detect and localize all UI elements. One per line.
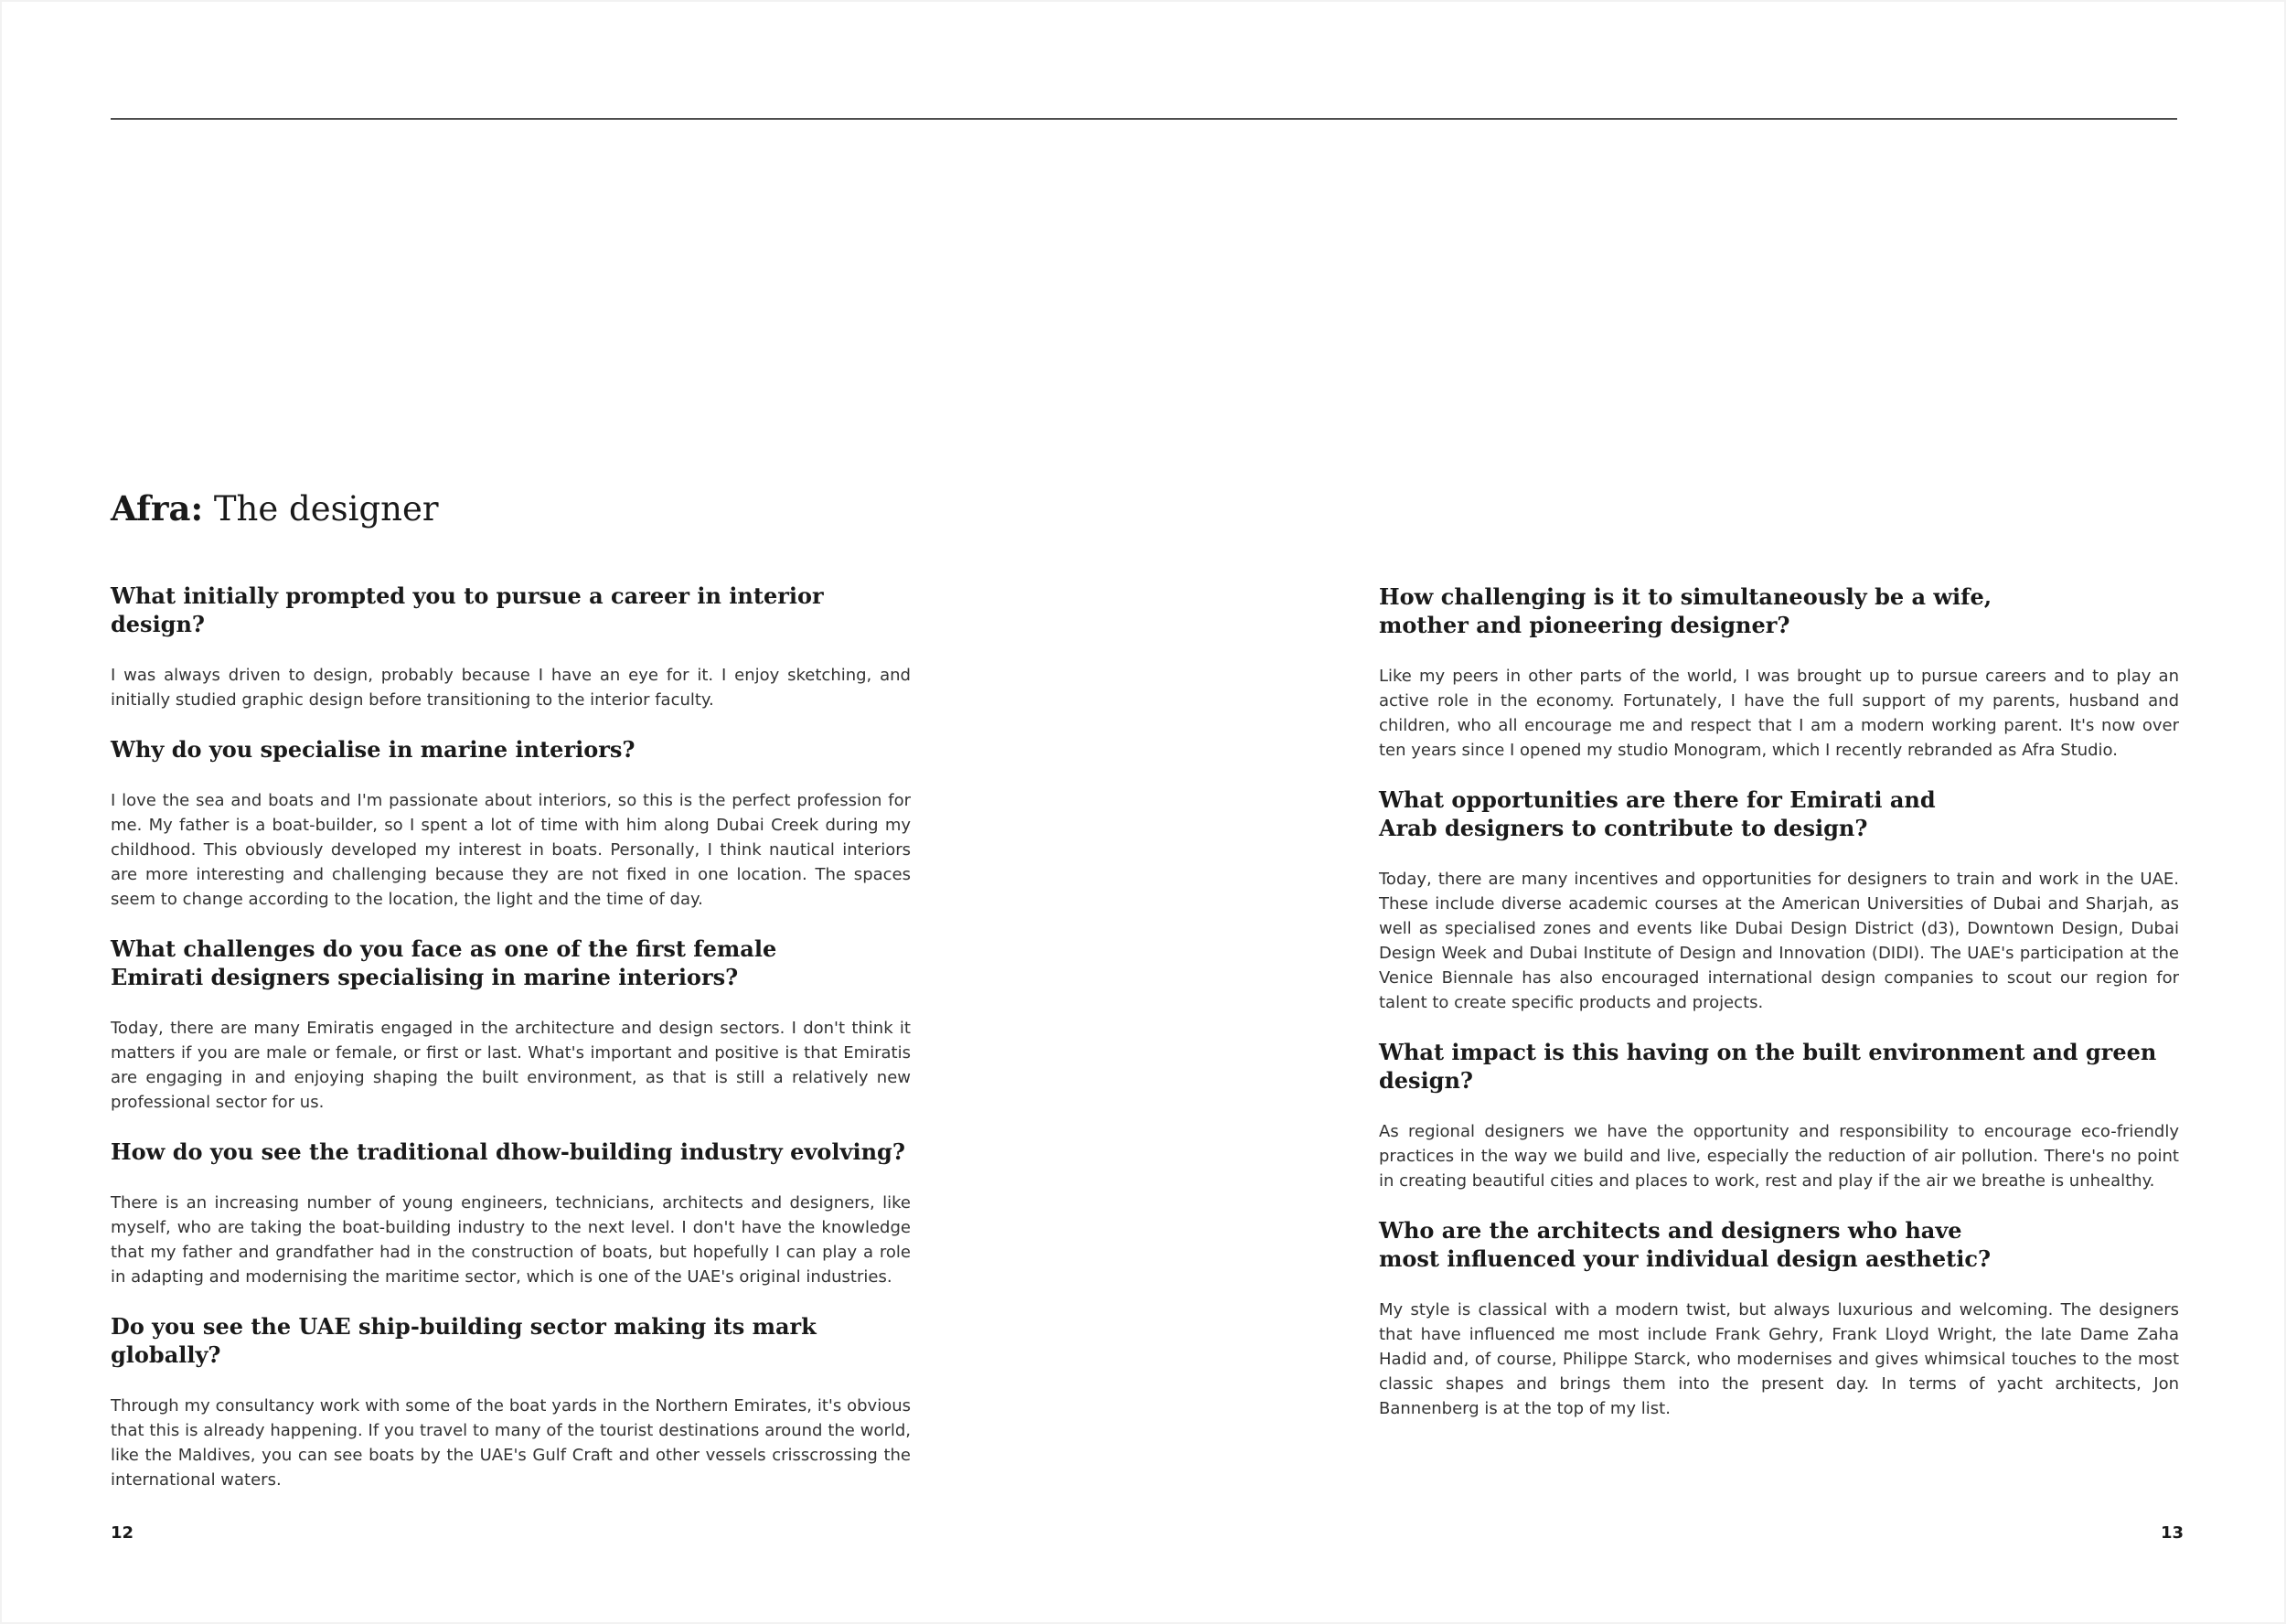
- qa-block: [1379, 1216, 2179, 1421]
- title-subtitle: The designer: [213, 489, 439, 529]
- right-column: [1379, 582, 2179, 1444]
- answer-paragraph: As regional designers we have the opportunity and responsibility to encourage eco-friendly practices in the way we build and live, especially the reduction of air pollution. There's no point in creating beautiful cities and places to work, rest and play if the air we breathe is unhealthy.: [1379, 1122, 2179, 1191]
- question-heading: Why do you specialise in marine interiors?: [111, 736, 636, 763]
- question-heading: Do you see the UAE ship-building sector making its mark globally?: [111, 1313, 817, 1368]
- page-number-left: 12: [111, 1523, 134, 1543]
- answer-paragraph: I love the sea and boats and I'm passionate about interiors, so this is the perfect profession for me. My father is a boat-builder, so I spent a lot of time with him along Dubai Creek during my childhood. This obviously developed my interest in boats. Personally, I think nautical interiors are more interesting and challenging because they are not fixed in one location. The spaces seem to change according to the location, the light and the time of day.: [111, 791, 911, 909]
- qa-block: [111, 735, 911, 912]
- qa-block: [111, 1138, 911, 1289]
- question-heading: What initially prompted you to pursue a career in interior design?: [111, 582, 824, 637]
- question-heading: What opportunities are there for Emirati and Arab designers to contribute to design?: [1379, 786, 1936, 841]
- answer-paragraph: Today, there are many Emiratis engaged in the architecture and design sectors. I don't think it matters if you are male or female, or first or last. What's important and positive is that Emiratis are engaging in and enjoying shaping the built environment, as that is still a relatively new professional sector for us.: [111, 1019, 911, 1112]
- answer-paragraph: There is an increasing number of young engineers, technicians, architects and designers, like myself, who are taking the boat-building industry to the next level. I don't have the knowledge that my father and grandfather had in the construction of boats, but hopefully I can play a role in adapting and modernising the maritime sector, which is one of the UAE's original industries.: [111, 1193, 911, 1287]
- qa-block: [1379, 582, 2179, 763]
- title-name: Afra:: [111, 488, 204, 529]
- left-column: [111, 582, 911, 1515]
- answer-paragraph: Like my peers in other parts of the world, I was brought up to pursue careers and to play an active role in the economy. Fortunately, I have the full support of my parents, husband and children, who all encourage me and respect that I am a modern working parent. It's now over ten years since I opened my studio Monogram, which I recently rebranded as Afra Studio.: [1379, 667, 2179, 760]
- question-heading: Who are the architects and designers who have most influenced your individual design aesthetic?: [1379, 1217, 1992, 1272]
- header-rule: [111, 118, 2177, 120]
- question-heading: What impact is this having on the built environment and green design?: [1379, 1039, 2157, 1094]
- book-spread: [2, 2, 2284, 1622]
- qa-block: [1379, 785, 2179, 1015]
- answer-paragraph: My style is classical with a modern twist, but always luxurious and welcoming. The designers that have influenced me most include Frank Gehry, Frank Lloyd Wright, the late Dame Zaha Hadid and, of course, Philippe Starck, who modernises and gives whimsical touches to the most classic shapes and brings them into the present day. In terms of yacht architects, Jon Bannenberg is at the top of my list.: [1379, 1300, 2179, 1418]
- question-heading: What challenges do you face as one of the first female Emirati designers specialising in marine interiors?: [111, 935, 777, 990]
- page-number-right: 13: [2160, 1523, 2184, 1543]
- page-title: [111, 488, 439, 529]
- question-heading: How challenging is it to simultaneously be a wife, mother and pioneering designer?: [1379, 583, 1992, 638]
- answer-paragraph: Today, there are many incentives and opportunities for designers to train and work in the UAE. These include diverse academic courses at the American Universities of Dubai and Sharjah, as well as specialised zones and events like Dubai Design District (d3), Downtown Design, Dubai Design Week and Dubai Institute of Design and Innovation (DIDI). The UAE's participation at the Venice Biennale has also encouraged international design companies to scout our region for talent to create specific products and projects.: [1379, 870, 2179, 1012]
- question-heading: How do you see the traditional dhow-building industry evolving?: [111, 1138, 905, 1165]
- qa-block: [111, 582, 911, 712]
- qa-block: [111, 1312, 911, 1492]
- answer-paragraph: I was always driven to design, probably because I have an eye for it. I enjoy sketching, and initially studied graphic design before transitioning to the interior faculty.: [111, 666, 911, 710]
- qa-block: [111, 935, 911, 1115]
- answer-paragraph: Through my consultancy work with some of the boat yards in the Northern Emirates, it's obvious that this is already happening. If you travel to many of the tourist destinations around the world, like the Maldives, you can see boats by the UAE's Gulf Craft and other vessels crisscrossing the international waters.: [111, 1396, 911, 1490]
- qa-block: [1379, 1038, 2179, 1193]
